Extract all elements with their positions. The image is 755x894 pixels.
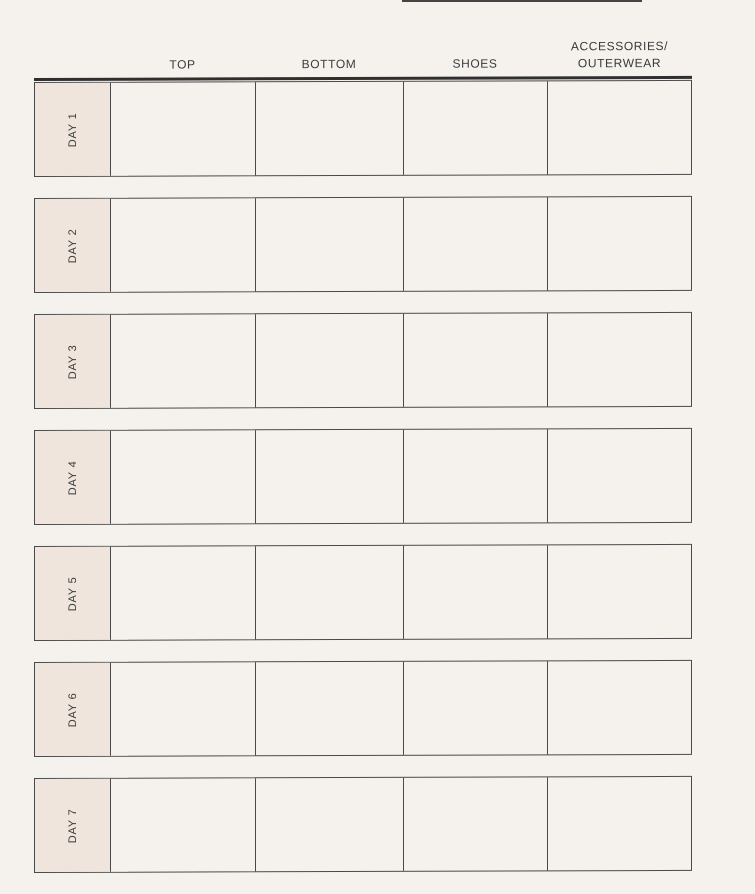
accessories-cell[interactable] [548,81,693,174]
accessories-cell[interactable] [548,197,693,290]
header-spacer [34,74,110,78]
day-label-text: DAY 3 [66,343,79,379]
shoes-cell[interactable] [404,777,548,870]
column-header-row [34,34,692,78]
day-row [34,312,692,409]
bottom-cell[interactable] [256,546,404,639]
day-row [34,776,692,873]
accessories-cell[interactable] [548,545,693,638]
day-label-text: DAY 4 [66,459,79,495]
accessories-cell[interactable] [548,777,693,870]
bottom-cell[interactable] [256,82,404,175]
day-label-text: DAY 6 [66,691,79,727]
day-row [34,544,692,641]
accessories-cell[interactable] [548,429,693,522]
column-header-shoes: SHOES [452,56,498,71]
bottom-cell[interactable] [256,662,404,755]
shoes-cell[interactable] [404,197,548,290]
top-cell[interactable] [111,662,256,755]
day-label-text: DAY 7 [66,807,79,843]
day-label-text: DAY 5 [66,575,79,611]
column-header-accessories [547,38,692,76]
top-cell[interactable] [111,314,256,407]
column-header-accessories-line: OUTERWEAR [577,56,662,71]
shoes-cell[interactable] [404,661,548,754]
top-cell[interactable] [111,82,256,175]
accessories-cell[interactable] [548,313,693,406]
shoes-cell[interactable] [404,545,548,638]
day-row [34,80,692,177]
day-row [34,428,692,525]
top-cell[interactable] [111,198,256,291]
day-label-text: DAY 2 [66,227,79,263]
day-label [35,431,111,524]
day-label [35,663,111,756]
day-label [35,547,111,640]
accessories-cell[interactable] [548,661,693,754]
shoes-cell[interactable] [404,313,548,406]
top-cell[interactable] [111,430,256,523]
day-row [34,660,692,757]
shoes-cell[interactable] [404,429,548,522]
day-label [35,315,111,408]
top-divider [402,0,642,2]
top-cell[interactable] [111,546,256,639]
day-label [35,83,111,176]
day-label [35,199,111,292]
bottom-cell[interactable] [256,778,404,871]
day-label [35,779,111,872]
day-row [34,196,692,293]
bottom-cell[interactable] [256,314,404,407]
column-header-top: TOP [169,57,196,72]
top-cell[interactable] [111,778,256,871]
shoes-cell[interactable] [404,81,548,174]
day-label-text: DAY 1 [66,111,79,147]
column-header-bottom: BOTTOM [301,56,357,72]
bottom-cell[interactable] [256,430,404,523]
outfit-planner-table [34,34,692,894]
bottom-cell[interactable] [256,198,404,291]
column-header-accessories-line: ACCESSORIES/ [570,39,669,54]
